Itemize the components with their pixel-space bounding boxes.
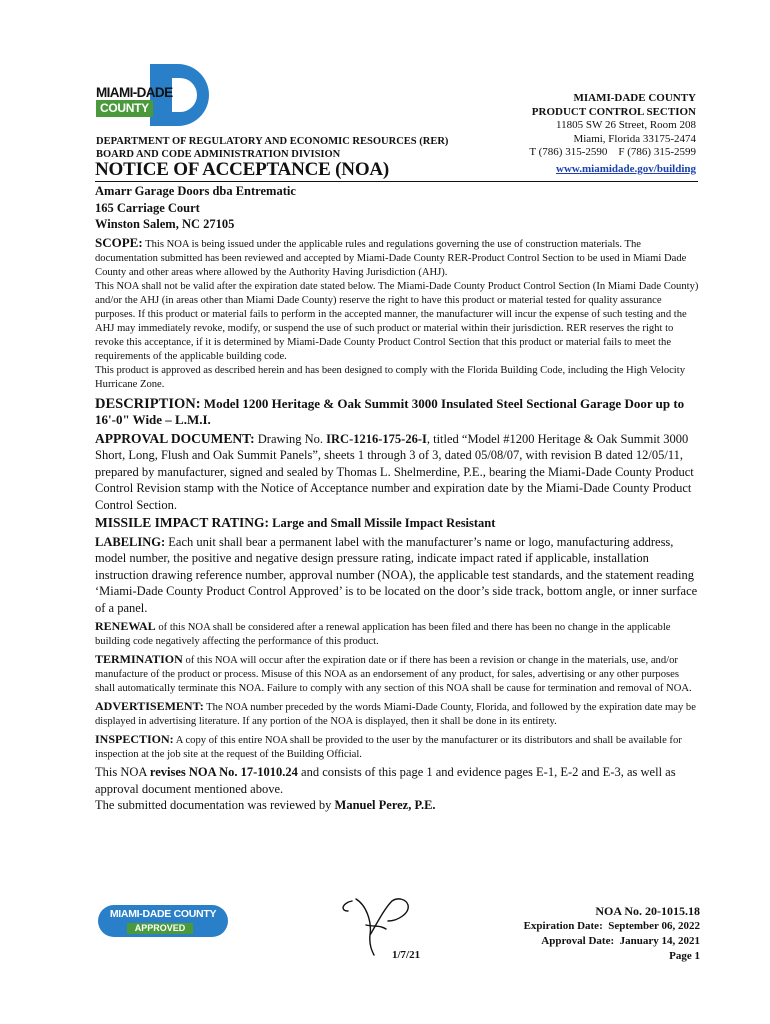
approved-stamp <box>97 904 229 938</box>
division-line: BOARD AND CODE ADMINISTRATION DIVISION <box>96 149 341 160</box>
page-title: NOTICE OF ACCEPTANCE (NOA) <box>95 159 390 180</box>
website-link[interactable]: www.miamidade.gov/building <box>556 162 696 175</box>
expiration-date: Expiration Date: September 06, 2022 <box>523 920 700 932</box>
city-address: Miami, Florida 33175-2474 <box>573 132 696 145</box>
scope-text-1: This NOA is being issued under the applicable rules and regulations governing the use of construction materials. The documentation submitted has been reviewed and accepted by Miami-Dade County RER-Product Control Section to be used in Miami Dade County and other areas where allowed by the Authority Having Jurisdiction (AHJ). <box>95 238 687 278</box>
noa-footer <box>524 904 700 964</box>
renewal-heading: RENEWAL <box>95 619 156 633</box>
description-heading: DESCRIPTION: <box>95 395 201 412</box>
miami-dade-county-logo <box>96 64 216 126</box>
approved-stamp-line2: APPROVED <box>134 923 186 933</box>
approved-stamp-line1: MIAMI-DADE COUNTY <box>109 908 217 920</box>
missile-rating-paragraph <box>95 515 700 532</box>
signature-date: 1/7/21 <box>392 949 421 961</box>
applicant-city: Winston Salem, NC 27105 <box>95 217 235 231</box>
street-address: 11805 SW 26 Street, Room 208 <box>556 119 696 131</box>
phone-numbers: T (786) 315-2590 F (786) 315-2599 <box>529 146 696 158</box>
revises-noa: revises NOA No. 17-1010.24 <box>149 765 298 779</box>
renewal-text: of this NOA shall be considered after a renewal application has been filed and there has been no change in the applicable building code negatively affecting the performance of this product. <box>95 622 671 647</box>
reviewed-by-text: The submitted documentation was reviewed by <box>95 798 332 812</box>
reviewed-by-paragraph <box>95 797 700 814</box>
advertisement-text: The NOA number preceded by the words Miami-Dade County, Florida, and followed by the expiration date may be displayed in advertising literature. If any portion of the NOA is displayed, then it shall be done in its entirety. <box>95 702 696 727</box>
renewal-paragraph <box>95 619 700 649</box>
page-number: Page 1 <box>669 950 700 962</box>
missile-rating-text: Large and Small Missile Impact Resistant <box>272 516 496 530</box>
revises-post: and consists of this page 1 and evidence pages E-1, E-2 and E-3, as well as approval document mentioned above. <box>95 765 676 796</box>
logo-county-badge: COUNTY <box>96 100 153 117</box>
applicant-street: 165 Carriage Court <box>95 200 200 215</box>
termination-text: of this NOA will occur after the expiration date or if there has been a revision or change in the materials, use, and/or manufacture of the product or process. Misuse of this NOA as an endorsement of any product, for sales, advertising or any other purposes shall automatically terminate this NOA. Failure to comply with any section of this NOA shall be cause for termination and removal of NOA. <box>95 655 692 694</box>
approval-document-text: , titled “Model #1200 Heritage & Oak Summit 3000 Short, Long, Flush and Oak Summit Panels”, sheets 1 through 3 of 3, dated 05/08/07, with revision B dated 12/05/11, prepared by manufacturer, signed and sealed by Thomas L. Shelmerdine, P.E., bearing the Miami-Dade County Product Control Revision stamp with the Notice of Acceptance number and expiration date by the Miami-Dade County Product Control Section. <box>95 431 694 512</box>
description-paragraph <box>95 396 700 429</box>
noa-number: NOA No. 20-1015.18 <box>595 904 700 918</box>
drawing-number: IRC-1216-175-26-I <box>326 431 427 446</box>
section-name: PRODUCT CONTROL SECTION <box>531 105 696 118</box>
scope-heading: SCOPE: <box>95 234 143 250</box>
inspection-text: A copy of this entire NOA shall be provided to the user by the manufacturer or its distributors and shall be available for inspection at the job site at the request of the Building Official. <box>95 735 682 760</box>
applicant-block <box>95 183 700 233</box>
advertisement-paragraph <box>95 699 700 729</box>
description-text: Model 1200 Heritage & Oak Summit 3000 Insulated Steel Sectional Garage Door up to 16'-0" Wide – L.M.I. <box>95 395 685 427</box>
missile-rating-heading: MISSILE IMPACT RATING: <box>95 515 270 530</box>
termination-heading: TERMINATION <box>95 652 183 666</box>
labeling-paragraph <box>95 534 700 617</box>
scope-text-2: This NOA shall not be valid after the expiration date stated below. The Miami-Dade County Product Control Section (In Miami Dade County) and/or the AHJ (in areas other than Miami Dade County) reserve the right to have this product or material tested for quality assurance purposes. If this product or material fails to perform in the accepted manner, the manufacturer will incur the expense of such testing and the AHJ may immediately revoke, modify, or suspend the use of such product or material within their jurisdiction. RER reserves the right to revoke this acceptance, if it is determined by Miami-Dade County Product Control Section that this product or material fails to meet the requirements of the applicable building code. <box>95 280 699 362</box>
applicant-name: Amarr Garage Doors dba Entrematic <box>95 184 296 198</box>
reviewer-name: Manuel Perez, P.E. <box>334 798 436 812</box>
labeling-text: Each unit shall bear a permanent label with the manufacturer’s name or logo, manufacturing address, model number, the positive and negative design pressure rating, indicate impact rated if applicable, installation instruction drawing reference number, approval number (NOA), the applicable test standards, and the statement reading ‘Miami-Dade County Product Control Approved’ is to be located on the door’s side track, bottom angle, or inner surface of a panel. <box>95 534 698 615</box>
logo-text: MIAMI-DADE <box>96 85 173 100</box>
department-line: DEPARTMENT OF REGULATORY AND ECONOMIC RESOURCES (RER) <box>96 136 449 147</box>
approval-date: Approval Date: January 14, 2021 <box>541 935 700 947</box>
org-name: MIAMI-DADE COUNTY <box>573 92 696 104</box>
approval-document-pre: Drawing No. <box>257 431 324 446</box>
scope-text-3: This product is approved as described herein and has been designed to comply with the Florida Building Code, including the High Velocity Hurricane Zone. <box>95 364 685 390</box>
office-address-block <box>476 92 696 176</box>
inspection-paragraph <box>95 732 700 762</box>
handwritten-signature <box>336 895 420 957</box>
noa-body <box>95 183 700 814</box>
approval-document-heading: APPROVAL DOCUMENT: <box>95 430 255 446</box>
title-divider <box>95 181 698 182</box>
labeling-heading: LABELING: <box>95 534 166 549</box>
advertisement-heading: ADVERTISEMENT: <box>95 699 204 713</box>
inspection-heading: INSPECTION: <box>95 732 174 746</box>
department-block <box>96 135 448 161</box>
approval-document-paragraph <box>95 431 700 514</box>
termination-paragraph <box>95 652 700 696</box>
revises-paragraph <box>95 764 700 797</box>
scope-paragraph <box>95 236 700 280</box>
revises-pre: This NOA <box>95 765 147 779</box>
